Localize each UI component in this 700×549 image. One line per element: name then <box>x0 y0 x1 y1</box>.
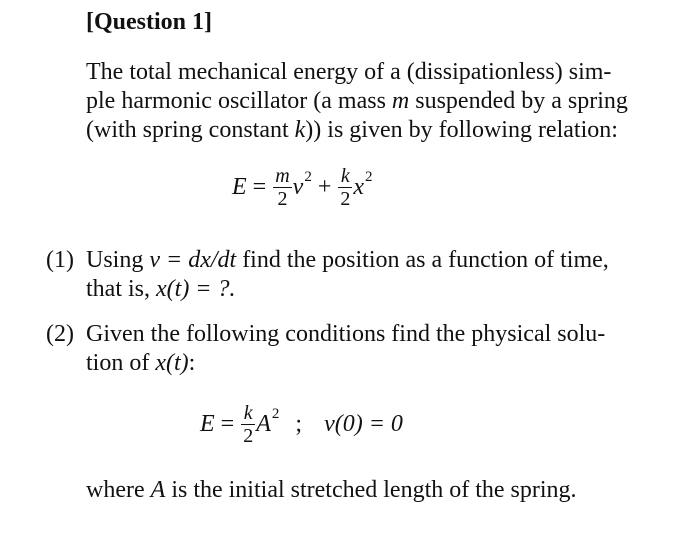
part-2-label: (2) <box>46 321 74 347</box>
position-exponent: 2 <box>365 169 373 186</box>
part-1 <box>46 246 666 306</box>
energy-equation <box>232 166 373 209</box>
energy-symbol: E <box>200 411 215 438</box>
question-intro <box>86 58 646 145</box>
part-1-body <box>86 246 646 304</box>
k-over-two-fraction <box>338 166 352 209</box>
initial-velocity-condition: v(0) = 0 <box>324 411 403 438</box>
mass-symbol: m <box>391 88 410 114</box>
position-question: x(t) = ?. <box>156 276 236 302</box>
separator: ; <box>295 411 303 438</box>
part-2-line-1: Given the following conditions find the physical solu- <box>86 321 606 347</box>
condition-equation <box>200 403 403 446</box>
velocity-exponent: 2 <box>304 169 312 186</box>
fraction-numerator: k <box>340 165 350 187</box>
position-symbol: x <box>353 174 365 201</box>
part-1-text-b: find the position as a function of time, <box>236 247 609 273</box>
amplitude-exponent: 2 <box>271 406 280 423</box>
equals-sign: = <box>252 174 267 201</box>
part-1-text-c: that is, <box>86 276 156 302</box>
k-over-two-fraction <box>241 403 255 446</box>
footer-text-b: is the initial stretched length of the spring. <box>165 477 577 503</box>
footer-text-a: where <box>86 477 151 503</box>
footer-text <box>86 476 577 505</box>
part-1-text-a: Using <box>86 247 150 273</box>
position-function: x(t) <box>155 350 189 376</box>
intro-line-3-text-b: )) is given by following relation: <box>305 117 618 143</box>
intro-line-2-text-a: ple harmonic oscillator (a mass <box>86 88 392 114</box>
part-1-line-1 <box>86 246 646 275</box>
part-2 <box>46 320 666 380</box>
fraction-numerator: k <box>243 402 253 424</box>
intro-line-2 <box>86 87 646 116</box>
velocity-definition: v = dx/dt <box>149 247 237 273</box>
part-2-text-b: : <box>188 350 196 376</box>
fraction-denominator: 2 <box>243 425 254 448</box>
amplitude-symbol: A <box>150 477 166 503</box>
part-2-text-a: tion of <box>86 350 156 376</box>
mass-over-two-fraction <box>273 166 291 209</box>
part-1-line-2 <box>86 275 646 304</box>
intro-line-3 <box>86 116 646 145</box>
fraction-denominator: 2 <box>340 188 351 211</box>
intro-line-3-text-a: (with spring constant <box>86 117 295 143</box>
equals-sign: = <box>220 411 235 438</box>
fraction-numerator: m <box>275 165 290 187</box>
intro-line-2-text-b: suspended by a spring <box>409 88 628 114</box>
question-title: [Question 1] <box>86 9 212 35</box>
amplitude-symbol: A <box>256 411 271 438</box>
velocity-symbol: v <box>292 174 304 201</box>
intro-line-1: The total mechanical energy of a (dissipationless) sim- <box>86 59 612 85</box>
energy-symbol: E <box>232 174 247 201</box>
fraction-denominator: 2 <box>277 188 288 211</box>
plus-sign: + <box>317 174 332 201</box>
part-2-line-2 <box>86 349 646 378</box>
spring-constant-symbol: k <box>294 117 306 143</box>
part-1-label: (1) <box>46 247 74 273</box>
part-2-body <box>86 320 646 378</box>
